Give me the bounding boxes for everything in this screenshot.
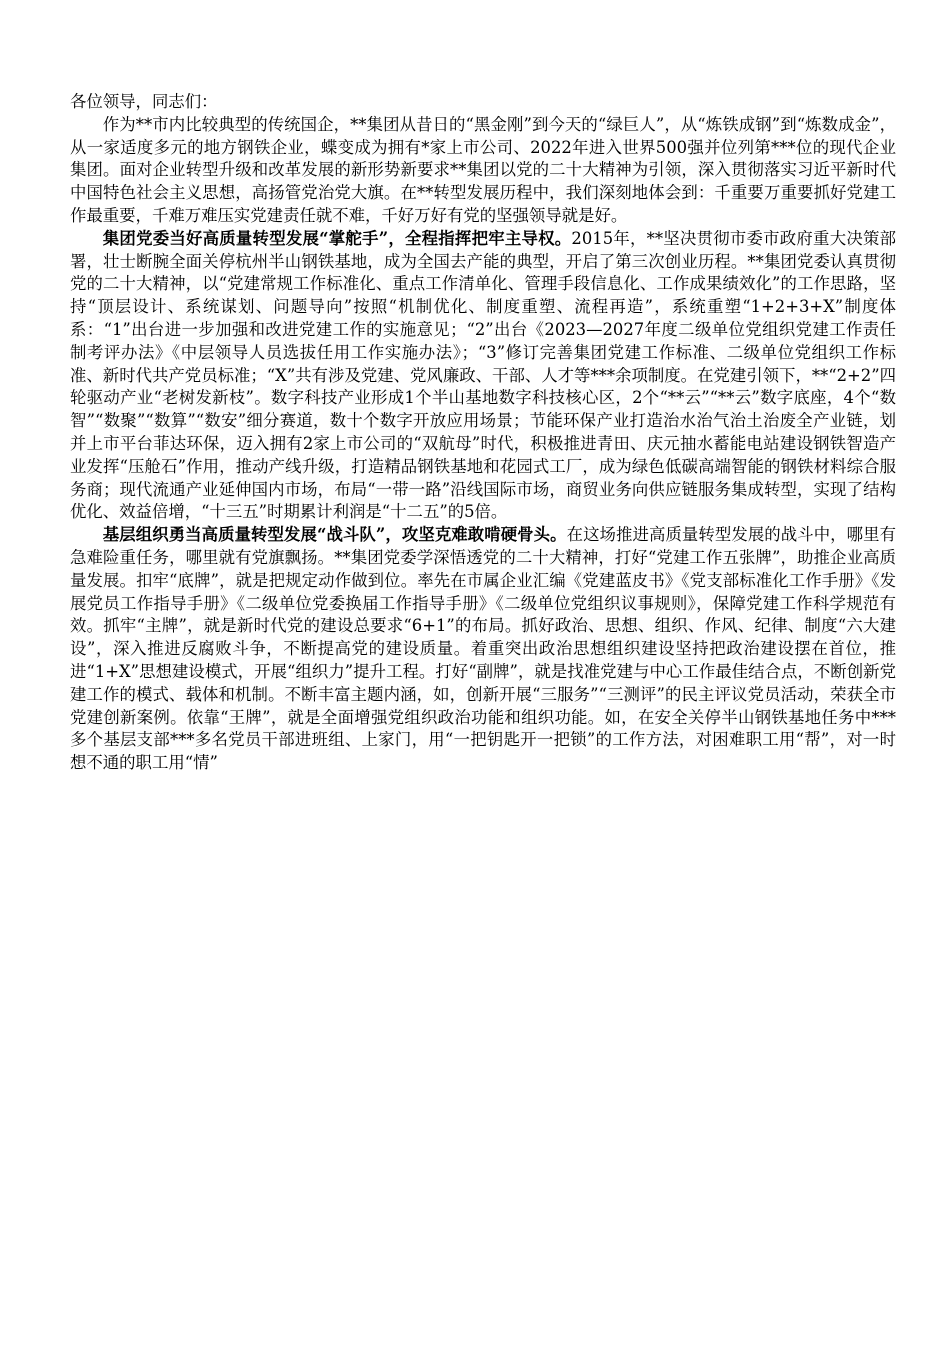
- paragraph-body: 2015年，**坚决贯彻市委市政府重大决策部署，壮士断腕全面关停杭州半山钢铁基地，成为全国去产能的典型，开启了第三次创业历程。**集团党委认真贯彻党的二十大精神，以“党建常规工作标准化、重点工作清单化、管理手段信息化、工作成果绩效化”的工作思路，坚持“顶层设计、系统谋划、问题导向”按照“机制优化、制度重塑、流程再造”，系统重塑“1+2+3+X”制度体系：“1”出台进一步加强和改进党建工作的实施意见；“2”出台《2023—2027年度二级单位党组织党建工作责任制考评办法》《中层领导人员选拔任用工作实施办法》；“3”修订完善集团党建工作标准、二级单位党组织工作标准、新时代共产党员标准；“X”共有涉及党建、党风廉政、干部、人才等***余项制度。在党建引领下，**“2+2”四轮驱动产业“老树发新枝”。数字科技产业形成1个半山基地数字科技核心区，2个“**云”“**云”数字底座，4个“数智”“数聚”“数算”“数安”细分赛道，数十个数字开放应用场景；节能环保产业打造治水治气治土治废全产业链，划并上市平台菲达环保，迈入拥有2家上市公司的“双航母”时代，积极推进青田、庆元抽水蓄能电站建设钢铁智造产业发挥“压舱石”作用，推动产线升级，打造精品钢铁基地和花园式工厂，成为绿色低碳高端智能的钢铁材料综合服务商；现代流通产业延伸国内市场，布局“一带一路”沿线国际市场，商贸业务向供应链服务集成转型，实现了结构优化、效益倍增，“十三五”时期累计利润是“十二五”的5倍。: [70, 228, 897, 522]
- paragraph-intro: 作为**市内比较典型的传统国企，**集团从昔日的“黑金刚”到今天的“绿巨人”，从“炼铁成钢”到“炼数成金”，从一家适度多元的地方钢铁企业，蝶变成为拥有*家上市公司、2022年进入世界500强并位列第***位的现代企业集团。面对企业转型升级和改革发展的新形势新要求**集团以党的二十大精神为引领，深入贯彻落实习近平新时代中国特色社会主义思想，高扬管党治党大旗。在**转型发展历程中，我们深刻地体会到：千重要万重要抓好党建工作最重要，千难万难压实党建责任就不难，千好万好有党的坚强领导就是好。: [70, 114, 896, 225]
- paragraph-body: 在这场推进高质量转型发展的战斗中，哪里有急难险重任务，哪里就有党旗飘扬。**集团党委学深悟透党的二十大精神，打好“党建工作五张牌”，助推企业高质量发展。扣牢“底牌”，就是把规定动作做到位。率先在市属企业汇编《党建蓝皮书》《党支部标准化工作手册》《发展党员工作指导手册》《二级单位党委换届工作指导手册》《二级单位党组织议事规则》，保障党建工作科学规范有效。抓牢“主牌”，就是新时代党的建设总要求“6+1”的布局。抓好政治、思想、组织、作风、纪律、制度“六大建设”，深入推进反腐败斗争，不断提高党的建设质量。着重突出政治思想组织建设坚持把政治建设摆在首位，推进“1+X”思想建设模式，开展“组织力”提升工程。打好“副牌”，就是找准党建与中心工作最佳结合点，不断创新党建工作的模式、载体和机制。不断丰富主题内涵，如，创新开展“三服务”“三测评”的民主评议党员活动，荣获全市党建创新案例。依靠“王牌”，就是全面增强党组织政治功能和组织功能。如，在安全关停半山钢铁基地任务中***多个基层支部***多名党员干部进班组、上家门，用“一把钥匙开一把锁”的工作方法，对困难职工用“帮”，对一时想不通的职工用“情”: [70, 525, 896, 773]
- paragraph-party-committee: [70, 228, 896, 524]
- paragraph-heading: 基层组织勇当高质量转型发展“战斗队”，攻坚克难敢啃硬骨头。: [102, 525, 567, 545]
- paragraph-grassroots: [70, 524, 896, 775]
- greeting: 各位领导，同志们：: [70, 92, 218, 111]
- paragraph-heading: 集团党委当好高质量转型发展“掌舵手”，全程指挥把牢主导权。: [102, 228, 572, 248]
- document-page: [70, 91, 896, 775]
